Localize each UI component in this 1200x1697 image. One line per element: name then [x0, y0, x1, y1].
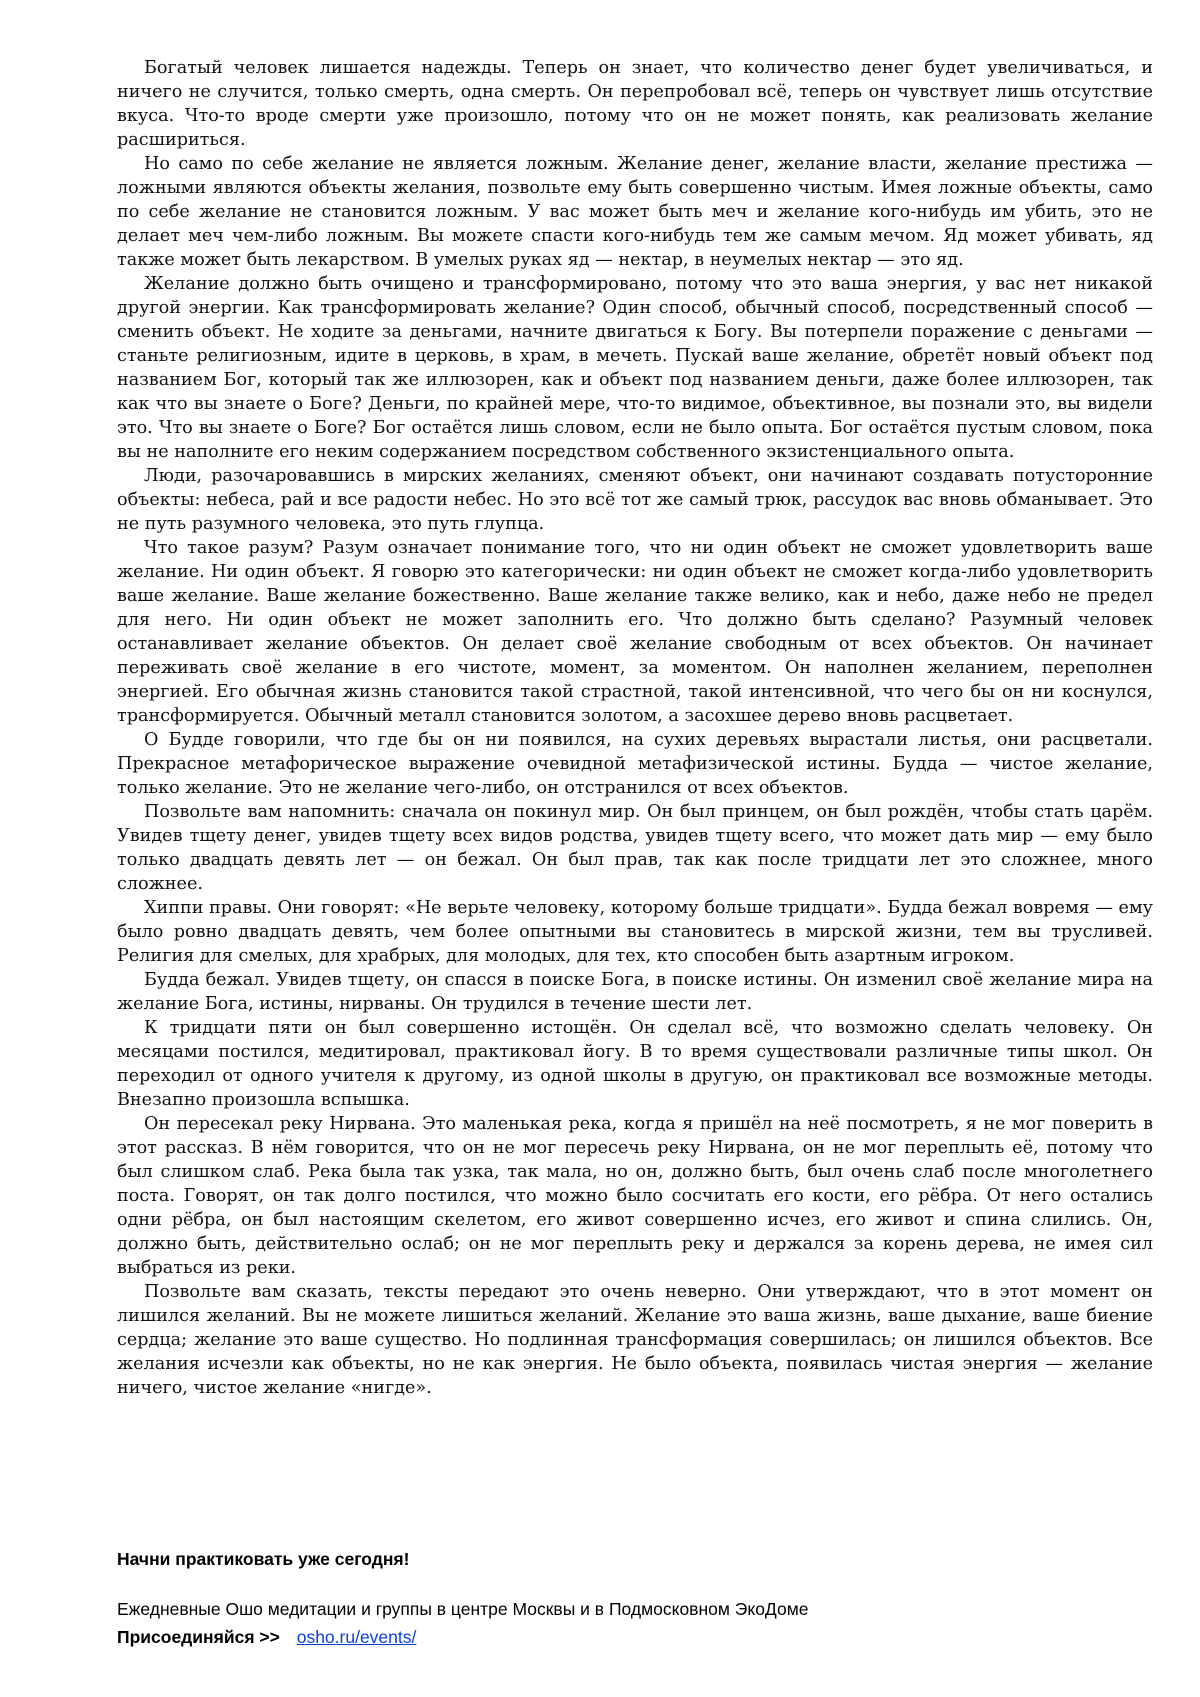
paragraph-4: Люди, разочаровавшись в мирских желаниях, сменяют объект, они начинают создавать потусторонние объекты: небеса, рай и все радости небес. Но это всё тот же самый трюк, рассудок вас вновь обманывает. Это не путь разумного человека, это путь глупца.: [117, 466, 1153, 534]
join-label: Присоединяйся >>: [117, 1627, 280, 1647]
article-body: [117, 56, 1153, 1400]
paragraph-2: Но само по себе желание не является ложным. Желание денег, желание власти, желание престижа — ложными являются объекты желания, позвольте ему быть совершенно чистым. Имея ложные объекты, само по себе желание не становится ложным. У вас может быть меч и желание кого-нибудь им убить, это не делает меч чем-либо ложным. Вы можете спасти кого-нибудь тем же самым мечом. Яд может убивать, яд также может быть лекарством. В умелых руках яд — нектар, в неумелых нектар — это яд.: [117, 154, 1153, 270]
paragraph-7: Позвольте вам напомнить: сначала он покинул мир. Он был принцем, он был рождён, чтобы стать царём. Увидев тщету денег, увидев тщету всех видов родства, увидев тщету всего, что может дать мир — ему было только двадцать девять лет — он бежал. Он был прав, так как после тридцати лет это сложнее, много сложнее.: [117, 802, 1153, 894]
paragraph-3: Желание должно быть очищено и трансформировано, потому что это ваша энергия, у вас нет никакой другой энергии. Как трансформировать желание? Один способ, обычный способ, посредственный способ — сменить объект. Не ходите за деньгами, начните двигаться к Богу. Вы потерпели поражение с деньгами — станьте религиозным, идите в церковь, в храм, в мечеть. Пускай ваше желание, обретёт новый объект под названием Бог, который так же иллюзорен, как и объект под названием деньги, даже более иллюзорен, так как что вы знаете о Боге? Деньги, по крайней мере, что-то видимое, объективное, вы познали это, вы видели это. Что вы знаете о Боге? Бог остаётся лишь словом, если не было опыта. Бог остаётся пустым словом, пока вы не наполните его неким содержанием посредством собственного экзистенциального опыта.: [117, 274, 1153, 462]
events-link[interactable]: osho.ru/events/: [296, 1627, 417, 1647]
paragraph-6: О Будде говорили, что где бы он ни появился, на сухих деревьях вырастали листья, они расцветали. Прекрасное метафорическое выражение очевидной метафизической истины. Будда — чистое желание, только желание. Это не желание чего-либо, он отстранился от всех объектов.: [117, 730, 1153, 798]
cta-heading: Начни практиковать уже сегодня!: [117, 1549, 410, 1569]
document-page: [117, 56, 1153, 1400]
paragraph-1: Богатый человек лишается надежды. Теперь он знает, что количество денег будет увеличиваться, и ничего не случится, только смерть, одна смерть. Он перепробовал всё, теперь он чувствует лишь отсутствие вкуса. Что-то вроде смерти уже произошло, потому что он не может понять, как реализовать желание расшириться.: [117, 58, 1153, 150]
paragraph-11: Он пересекал реку Нирвана. Это маленькая река, когда я пришёл на неё посмотреть, я не мог поверить в этот рассказ. В нём говорится, что он не мог пересечь реку Нирвана, он не мог переплыть её, потому что был слишком слаб. Река была так узка, так мала, но он, должно быть, был очень слаб после многолетнего поста. Говорят, он так долго постился, что можно было сосчитать его кости, его рёбра. От него остались одни рёбра, он был настоящим скелетом, его живот совершенно исчез, его живот и спина слились. Он, должно быть, действительно ослаб; он не мог переплыть реку и держался за корень дерева, не имея сил выбраться из реки.: [117, 1114, 1153, 1278]
events-description: Ежедневные Ошо медитации и группы в центре Москвы и в Подмосковном ЭкоДоме: [117, 1599, 809, 1619]
paragraph-9: Будда бежал. Увидев тщету, он спасся в поиске Бога, в поиске истины. Он изменил своё желание мира на желание Бога, истины, нирваны. Он трудился в течение шести лет.: [117, 970, 1153, 1014]
paragraph-5: Что такое разум? Разум означает понимание того, что ни один объект не сможет удовлетворить ваше желание. Ни один объект. Я говорю это категорически: ни один объект не сможет когда-либо удовлетворить ваше желание. Ваше желание божественно. Ваше желание также велико, как и небо, даже небо не предел для него. Ни один объект не может заполнить его. Что должно быть сделано? Разумный человек останавливает желание объектов. Он делает своё желание свободным от всех объектов. Он начинает переживать своё желание в его чистоте, момент, за моментом. Он наполнен желанием, переполнен энергией. Его обычная жизнь становится такой страстной, такой интенсивной, что чего бы он ни коснулся, трансформируется. Обычный металл становится золотом, а засохшее дерево вновь расцветает.: [117, 538, 1153, 726]
paragraph-8: Хиппи правы. Они говорят: «Не верьте человеку, которому больше тридцати». Будда бежал вовремя — ему было ровно двадцать девять, чем более опытными вы становитесь в мирской жизни, тем вы трусливей. Религия для смелых, для храбрых, для молодых, для тех, кто способен быть азартным игроком.: [117, 898, 1153, 966]
paragraph-12: Позвольте вам сказать, тексты передают это очень неверно. Они утверждают, что в этот момент он лишился желаний. Вы не можете лишиться желаний. Желание это ваша жизнь, ваше дыхание, ваше биение сердца; желание это ваше существо. Но подлинная трансформация совершилась; он лишился объектов. Все желания исчезли как объекты, но не как энергия. Не было объекта, появилась чистая энергия — желание ничего, чистое желание «нигде».: [117, 1282, 1153, 1398]
join-line: [117, 1625, 1153, 1649]
promo-footer: [117, 1547, 1153, 1649]
paragraph-10: К тридцати пяти он был совершенно истощён. Он сделал всё, что возможно сделать человеку. Он месяцами постился, медитировал, практиковал йогу. В то время существовали различные типы школ. Он переходил от одного учителя к другому, из одной школы в другую, он практиковал все возможные методы. Внезапно произошла вспышка.: [117, 1018, 1153, 1110]
